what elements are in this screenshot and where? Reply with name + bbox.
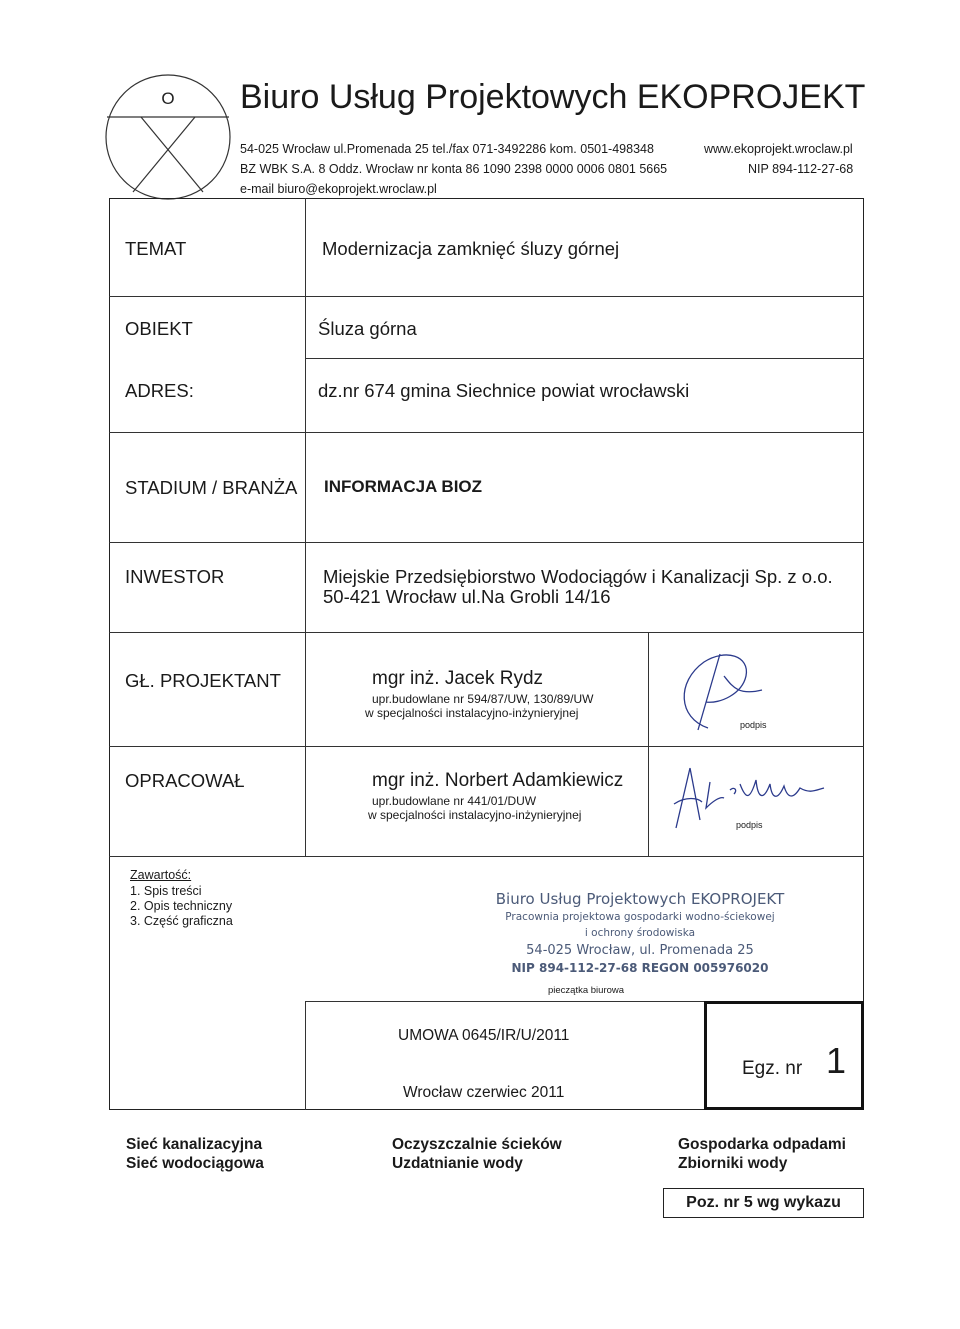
nip: NIP 894-112-27-68	[748, 162, 854, 176]
logo-letter: O	[161, 89, 175, 108]
opracowal-licence: upr.budowlane nr 441/01/DUW	[372, 794, 537, 808]
inwestor-line1: Miejskie Przedsiębiorstwo Wodociągów i Kanalizacji Sp. z o.o.	[323, 566, 833, 587]
row-divider	[305, 358, 864, 359]
company-title: Biuro Usług Projektowych EKOPROJEKT	[240, 78, 866, 116]
footer-item: Oczyszczalnie ścieków	[392, 1136, 562, 1153]
footer-item: Uzdatnianie wody	[392, 1155, 523, 1172]
opracowal-specialty: w specjalności instalacyjno-inżynieryjnej	[368, 808, 582, 822]
column-divider	[305, 1001, 306, 1110]
stamp-line: i ochrony środowiska	[584, 927, 696, 939]
bank-line: BZ WBK S.A. 8 Oddz. Wrocław nr konta 86 1090 2398 0000 0006 0801 5665	[240, 162, 668, 176]
copy-label: Egz. nr	[742, 1058, 803, 1079]
inwestor-line2: 50-421 Wrocław ul.Na Grobli 14/16	[323, 586, 611, 607]
stadium-label: STADIUM / BRANŻA	[125, 477, 298, 498]
podpis-label: podpis	[736, 820, 763, 830]
obiekt-value: Śluza górna	[318, 318, 417, 339]
copy-number: 1	[826, 1040, 847, 1081]
footer-item: Gospodarka odpadami	[678, 1136, 846, 1153]
stamp-line: 54-025 Wrocław, ul. Promenada 25	[526, 943, 754, 958]
email-line: e-mail biuro@ekoprojekt.wroclaw.pl	[240, 182, 437, 196]
row-divider	[109, 542, 864, 543]
contract-date: Wrocław czerwiec 2011	[403, 1084, 565, 1101]
address-line: 54-025 Wrocław ul.Promenada 25 tel./fax 071-3492286 kom. 0501-498348	[240, 142, 654, 156]
column-divider	[648, 632, 649, 856]
row-divider	[109, 632, 864, 633]
contents-item: 1. Spis treści	[130, 884, 202, 898]
opracowal-label: OPRACOWAŁ	[125, 770, 245, 791]
opracowal-name: mgr inż. Norbert Adamkiewicz	[372, 770, 624, 791]
projektant-name: mgr inż. Jacek Rydz	[372, 668, 544, 689]
projektant-specialty: w specjalności instalacyjno-inżynieryjnej	[365, 706, 579, 720]
adres-label: ADRES:	[125, 380, 194, 401]
adres-value: dz.nr 674 gmina Siechnice powiat wrocławski	[318, 380, 690, 401]
contents-item: 3. Część graficzna	[130, 914, 233, 928]
row-divider	[109, 746, 864, 747]
row-divider	[109, 856, 864, 857]
inwestor-label: INWESTOR	[125, 566, 225, 587]
projektant-label: GŁ. PROJEKTANT	[125, 670, 281, 691]
company-logo	[103, 72, 233, 202]
footer-item: Sieć wodociągowa	[126, 1155, 264, 1172]
row-divider	[305, 1001, 704, 1002]
contents-item: 2. Opis techniczny	[130, 899, 233, 913]
row-divider	[109, 432, 864, 433]
temat-label: TEMAT	[125, 238, 187, 259]
podpis-label: podpis	[740, 720, 767, 730]
website: www.ekoprojekt.wroclaw.pl	[704, 142, 853, 156]
column-divider	[305, 198, 306, 856]
contents-heading: Zawartość:	[130, 868, 192, 882]
contract-number: UMOWA 0645/IR/U/2011	[398, 1027, 570, 1044]
position-box: Poz. nr 5 wg wykazu	[663, 1188, 864, 1218]
stadium-value: INFORMACJA BIOZ	[324, 477, 483, 496]
footer-item: Zbiorniki wody	[678, 1155, 788, 1172]
row-divider	[109, 296, 864, 297]
stamp-line: NIP 894-112-27-68 REGON 005976020	[511, 961, 769, 975]
stamp-line: Pracownia projektowa gospodarki wodno-ściekowej	[505, 911, 775, 923]
stamp-line: Biuro Usług Projektowych EKOPROJEKT	[495, 890, 785, 908]
projektant-licence: upr.budowlane nr 594/87/UW, 130/89/UW	[372, 692, 594, 706]
stamp-caption: pieczątka biurowa	[548, 985, 625, 996]
temat-value: Modernizacja zamknięć śluzy górnej	[322, 238, 620, 259]
footer-item: Sieć kanalizacyjna	[126, 1136, 263, 1153]
obiekt-label: OBIEKT	[125, 318, 193, 339]
